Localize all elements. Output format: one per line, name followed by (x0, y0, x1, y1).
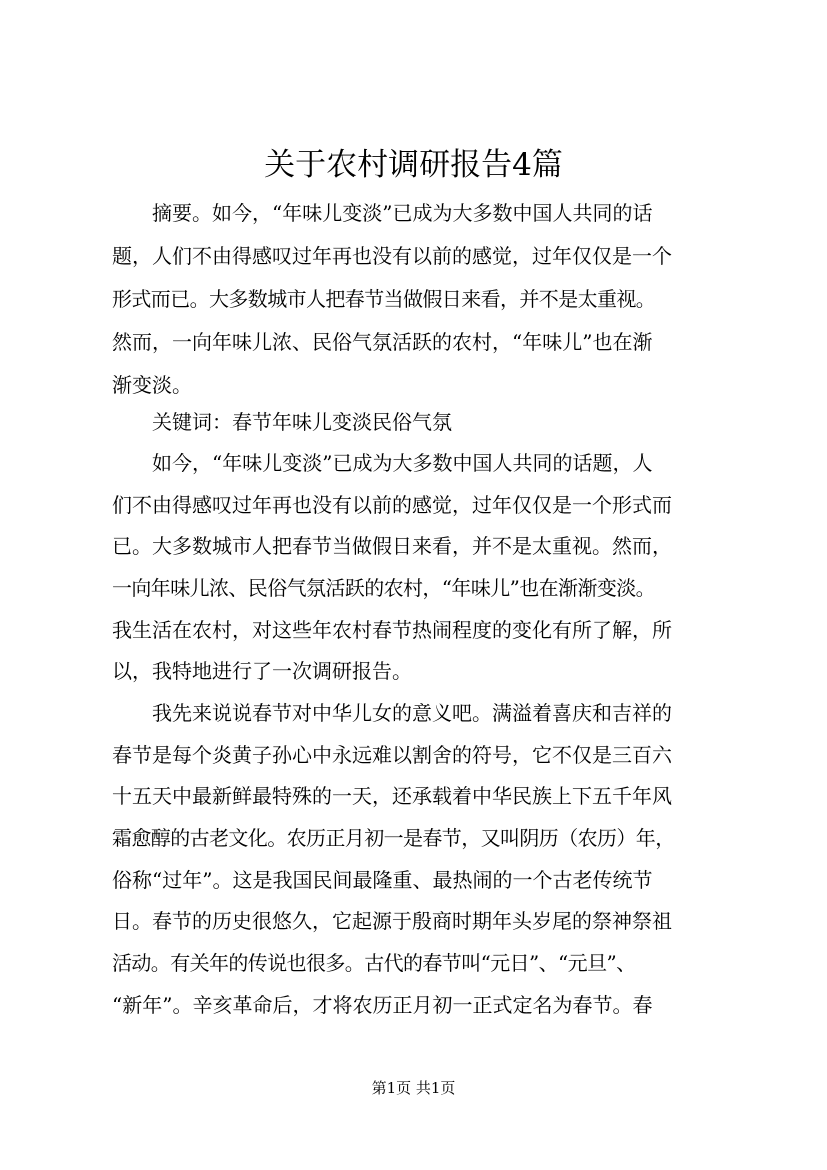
intro-line: 我生活在农村，对这些年农村春节热闹程度的变化有所了解，所 (112, 617, 672, 642)
document-title: 关于农村调研报告4篇 (264, 147, 563, 183)
abstract-line: 摘要。如今，“年味儿变淡”已成为大多数中国人共同的话 (152, 201, 653, 225)
page-number-footer: 第1页 共1页 (371, 1079, 456, 1097)
spring-festival-line: 活动。有关年的传说也很多。古代的春节叫“元日”、“元旦”、 (112, 951, 636, 976)
intro-line: 以，我特地进行了一次调研报告。 (112, 659, 412, 684)
spring-festival-line: 我先来说说春节对中华儿女的意义吧。满溢着喜庆和吉祥的 (152, 701, 672, 725)
keywords-paragraph (112, 401, 712, 443)
spring-festival-line: 日。春节的历史很悠久，它起源于殷商时期年头岁尾的祭神祭祖 (112, 909, 672, 934)
spring-festival-paragraph (112, 693, 712, 1027)
spring-festival-line: 十五天中最新鲜最特殊的一天，还承载着中华民族上下五千年风 (112, 784, 672, 809)
intro-paragraph (112, 443, 712, 693)
abstract-line: 渐变淡。 (112, 373, 192, 397)
spring-festival-line: “新年”。辛亥革命后，才将农历正月初一正式定名为春节。春 (112, 992, 653, 1017)
spring-festival-line: 俗称“过年”。这是我国民间最隆重、最热闹的一个古老传统节 (112, 867, 653, 892)
keywords-line: 关键词：春节年味儿变淡民俗气氛 (152, 410, 452, 434)
spring-festival-line: 春节是每个炎黄子孙心中永远难以割舍的符号，它不仅是三百六 (112, 742, 672, 767)
intro-line: 如今，“年味儿变淡”已成为大多数中国人共同的话题，人 (152, 451, 653, 475)
abstract-paragraph (112, 192, 712, 407)
abstract-line: 题，人们不由得感叹过年再也没有以前的感觉，过年仅仅是一个 (112, 244, 672, 268)
intro-line: 们不由得感叹过年再也没有以前的感觉，过年仅仅是一个形式而 (112, 492, 672, 517)
spring-festival-line: 霜愈醇的古老文化。农历正月初一是春节，又叫阴历（农历）年， (112, 826, 675, 851)
abstract-line: 然而，一向年味儿浓、民俗气氛活跃的农村，“年味儿”也在渐 (112, 330, 653, 354)
intro-line: 已。大多数城市人把春节当做假日来看，并不是太重视。然而， (112, 534, 672, 559)
abstract-line: 形式而已。大多数城市人把春节当做假日来看，并不是太重视。 (112, 287, 656, 311)
intro-line: 一向年味儿浓、民俗气氛活跃的农村，“年味儿”也在渐渐变淡。 (112, 576, 656, 601)
